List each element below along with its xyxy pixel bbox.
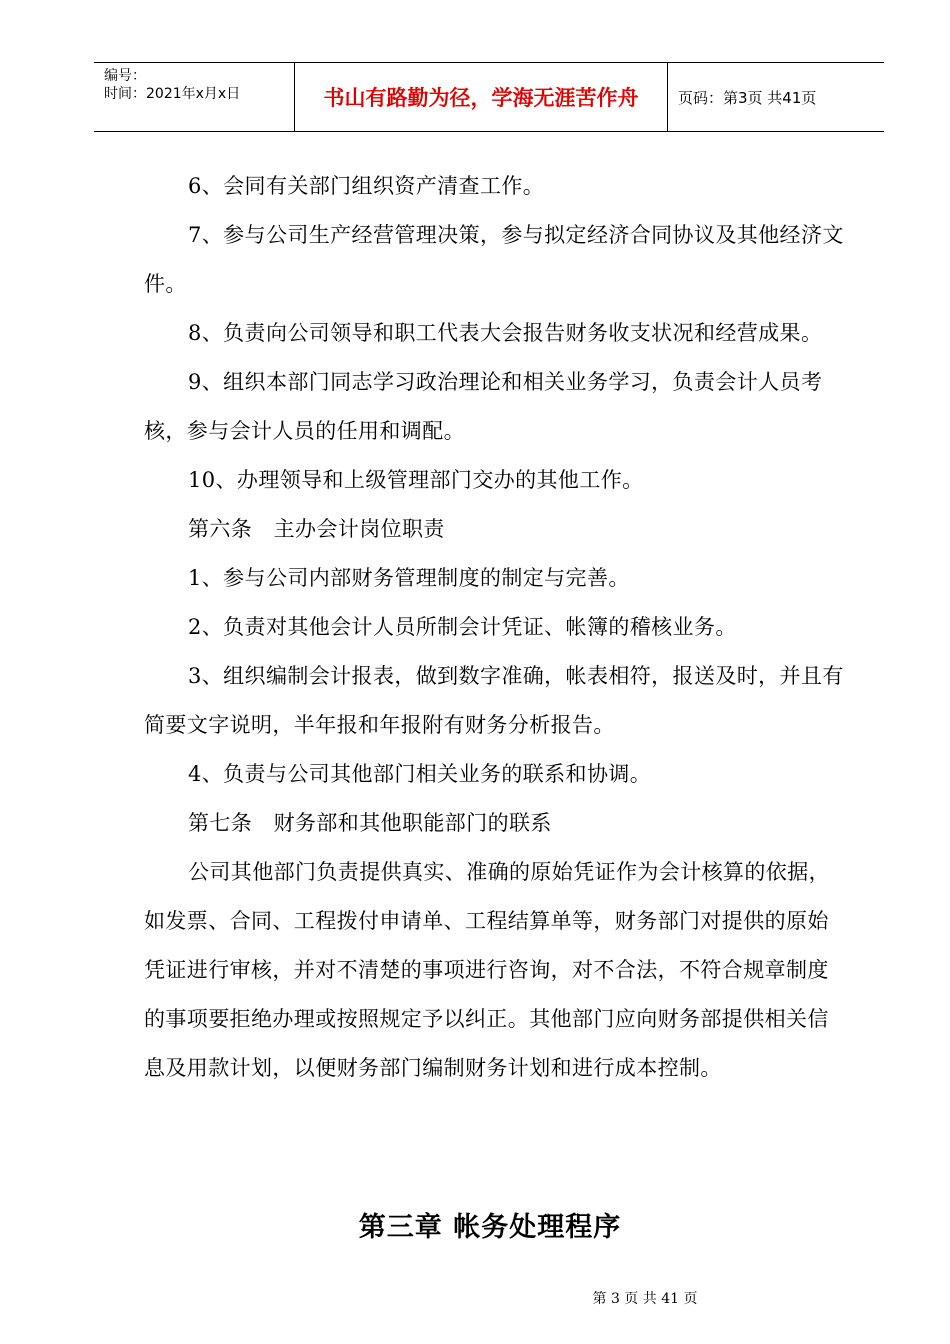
paragraph: 3、组织编制会计报表，做到数字准确，帐表相符，报送及时，并且有简要文字说明，半年报和年报附有财务分析报告。 <box>144 664 844 737</box>
paragraph: 9、组织本部门同志学习政治理论和相关业务学习，负责会计人员考核，参与会计人员的任用和调配。 <box>144 370 823 443</box>
chapter-heading: 第三章 帐务处理程序 <box>358 1212 622 1243</box>
header-meta <box>94 63 295 131</box>
paragraph: 2、负责对其他会计人员所制会计凭证、帐簿的稽核业务。 <box>188 615 737 639</box>
document-time-label: 时间：2021年x月x日 <box>104 86 241 102</box>
section-title: 第六条 主办会计岗位职责 <box>188 517 445 541</box>
document-body <box>144 162 844 1093</box>
section-title: 第七条 财务部和其他职能部门的联系 <box>188 811 552 835</box>
header-motto: 书山有路勤为径，学海无涯苦作舟 <box>295 63 668 131</box>
paragraph: 8、负责向公司领导和职工代表大会报告财务收支状况和经营成果。 <box>188 321 823 345</box>
page-header <box>94 62 884 132</box>
document-number-label: 编号： <box>104 68 146 84</box>
paragraph: 公司其他部门负责提供真实、准确的原始凭证作为会计核算的依据，如发票、合同、工程拨付申请单、工程结算单等，财务部门对提供的原始凭证进行审核，并对不清楚的事项进行咨询，对不合法，不符合规章制度的事项要拒绝办理或按照规定予以纠正。其他部门应向财务部提供相关信息及用款计划，以便财务部门编制财务计划和进行成本控制。 <box>144 860 830 1080</box>
page-footer: 第 3 页 共 41 页 <box>592 1291 698 1307</box>
paragraph: 1、参与公司内部财务管理制度的制定与完善。 <box>188 566 630 590</box>
paragraph: 10、办理领导和上级管理部门交办的其他工作。 <box>188 468 644 492</box>
paragraph: 4、负责与公司其他部门相关业务的联系和协调。 <box>188 762 652 786</box>
paragraph: 7、参与公司生产经营管理决策，参与拟定经济合同协议及其他经济文件。 <box>144 223 844 296</box>
header-page-info: 页码：第3页 共41页 <box>678 88 817 107</box>
paragraph: 6、会同有关部门组织资产清查工作。 <box>188 174 545 198</box>
